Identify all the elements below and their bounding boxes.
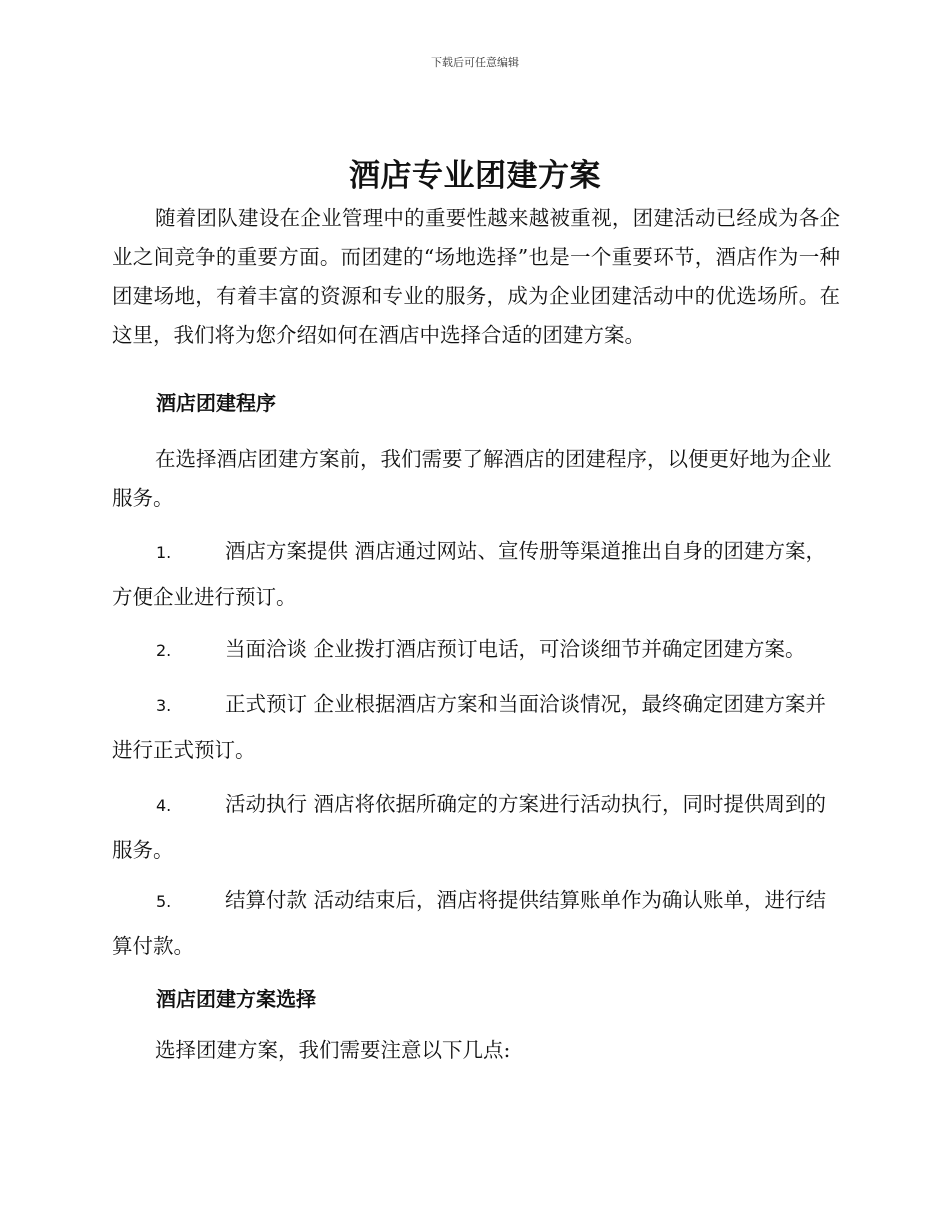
intro-paragraph: 随着团队建设在企业管理中的重要性越来越被重视，团建活动已经成为各企业之间竞争的重要方面。而团建的“场地选择”也是一个重要环节，酒店作为一种团建场地，有着丰富的资源和专业的服务，成为企业团建活动中的优选场所。在这里，我们将为您介绍如何在酒店中选择合适的团建方案。 [112,206,840,347]
list-item-text: 活动执行 酒店将依据所确定的方案进行活动执行，同时提供周到的服务。 [112,792,827,862]
header-note: 下载后可任意编辑 [431,56,519,69]
document-title: 酒店专业团建方案 [349,158,601,194]
list-item-number: 2. [156,641,172,660]
section-heading-selection: 酒店团建方案选择 [156,987,316,1011]
list-item-number: 1. [156,543,172,562]
selection-paragraph: 选择团建方案，我们需要注意以下几点: [155,1038,511,1062]
list-item-number: 5. [156,892,172,911]
list-item [112,627,840,673]
list-item [112,682,840,773]
procedure-paragraph: 在选择酒店团建方案前，我们需要了解酒店的团建程序，以便更好地为企业服务。 [112,447,832,510]
list-item-number: 4. [156,796,172,815]
list-item-text: 当面洽谈 企业拨打酒店预订电话，可洽谈细节并确定团建方案。 [225,637,806,661]
list-item [112,878,840,969]
list-item-text: 酒店方案提供 酒店通过网站、宣传册等渠道推出自身的团建方案，方便企业进行预订。 [112,539,827,609]
list-item-number: 3. [156,696,172,715]
list-item-text: 结算付款 活动结束后，酒店将提供结算账单作为确认账单，进行结算付款。 [112,888,827,958]
section-heading-procedure: 酒店团建程序 [156,391,276,415]
list-item [112,529,840,620]
list-item-text: 正式预订 企业根据酒店方案和当面洽谈情况，最终确定团建方案并进行正式预订。 [112,692,827,762]
list-item [112,782,840,873]
